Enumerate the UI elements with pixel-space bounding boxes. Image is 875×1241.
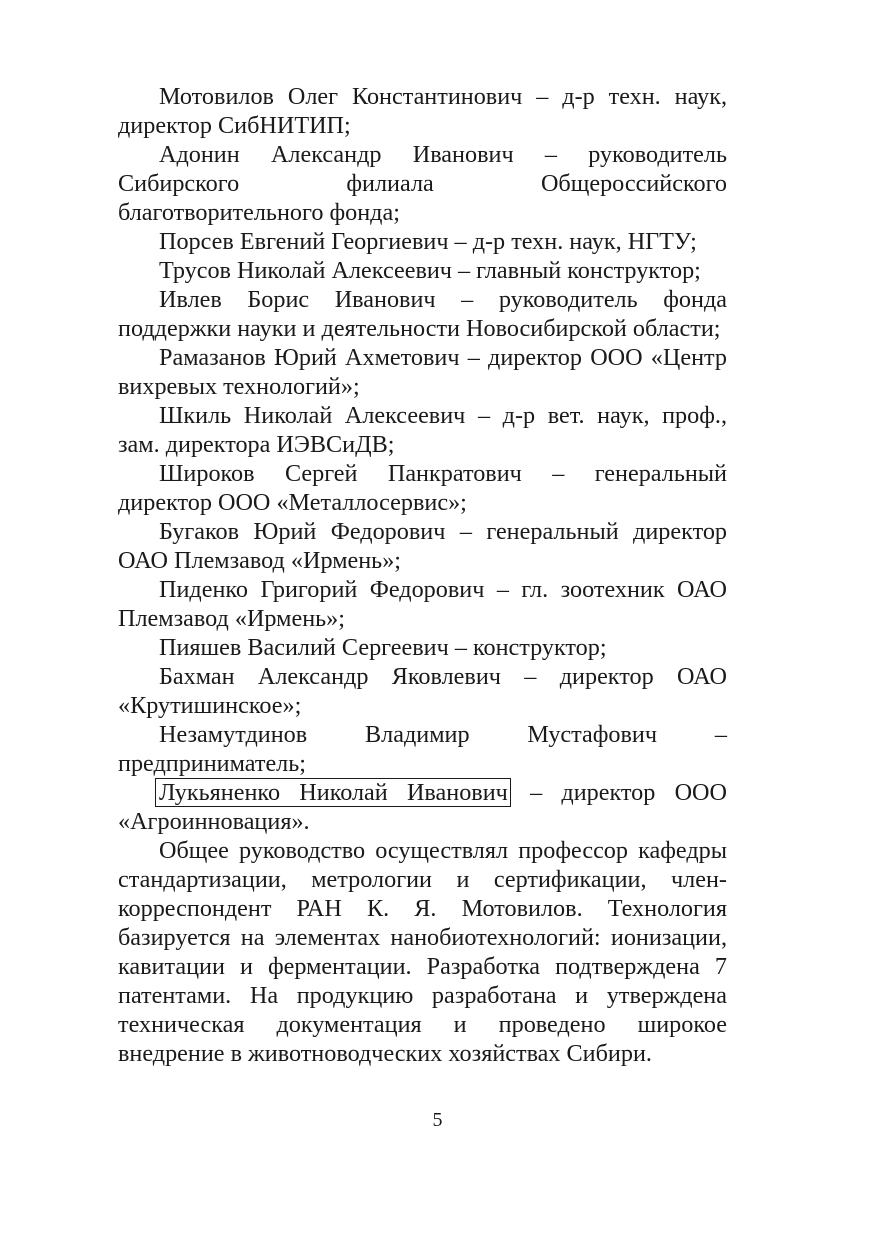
contributor-entry [118,82,727,140]
contributor-role: генеральный директор ОАО Племзавод «Ирмень»; [118,518,728,574]
contributor-role: д-р техн. наук, директор СибНИТИП; [118,83,727,139]
contributor-role: д-р техн. наук, НГТУ; [472,228,697,255]
contributor-entry [118,227,727,256]
contributor-name: Адонин Александр Иванович [159,141,514,168]
contributor-name: Порсев Евгений Георгиевич [159,228,449,255]
contributor-name: Трусов Николай Алексеевич [159,257,452,284]
contributor-role: гл. зоотехник ОАО Племзавод «Ирмень»; [118,576,728,632]
contributor-name: Бугаков Юрий Федорович [159,518,446,545]
contributor-role: предприниматель; [118,750,307,777]
contributor-role: д-р вет. наук, проф., зам. директора ИЭВСиДВ; [118,402,728,458]
separator: – [484,576,522,603]
contributor-name: Рамазанов Юрий Ахметович [159,344,460,371]
contributor-role: директор ООО «Центр вихревых технологий»; [118,344,728,400]
contributor-entry [118,459,727,517]
contributor-name: Шкиль Николай Алексеевич [159,402,466,429]
highlighted-name-box: Лукьяненко Николай Иванович [155,778,511,807]
contributor-name: Пияшев Василий Сергеевич [159,634,449,661]
contributor-entry [118,720,727,778]
contributor-entry-highlighted [118,778,727,836]
separator: – [448,634,473,661]
separator: – [521,460,595,487]
separator: – [657,721,728,748]
contributor-entry [118,343,727,401]
separator: – [448,228,473,255]
contributor-entry [118,256,727,285]
contributor-entry [118,662,727,720]
separator: – [513,141,589,168]
separator: – [465,402,503,429]
summary-paragraph: Общее руководство осуществлял профессор кафедры стандартизации, метрологии и сертификации, член-корреспондент РАН К. Я. Мотовилов. Технология базируется на элементах нанобиотехнологий: ионизации, кавитации и ферментации. Разработка подтверждена 7 патентами. На продукцию разработана и утверждена техническая документация и проведено широкое внедрение в животноводческих хозяйствах Сибири. [118,837,727,1067]
contributor-entry [118,575,727,633]
contributor-name: Бахман Александр Яковлевич [159,663,501,690]
contributor-name: Пиденко Григорий Федорович [159,576,485,603]
separator: – [522,83,563,110]
contributor-entry [118,517,727,575]
separator: – [510,779,562,806]
contributor-role: директор ОАО «Крутишинское»; [118,663,727,719]
contributor-role: конструктор; [472,634,607,661]
contributor-role: руководитель Сибирского филиала Общероссийского благотворительного фонда; [118,141,727,226]
contributor-entry [118,633,727,662]
separator: – [500,663,560,690]
contributor-role: генеральный директор ООО «Металлосервис»; [118,460,727,516]
contributor-entry [118,140,727,227]
contributor-entry [118,401,727,459]
separator: – [459,344,489,371]
contributor-role: руководитель фонда поддержки науки и деятельности Новосибирской области; [118,286,727,342]
separator: – [451,257,477,284]
separator: – [435,286,499,313]
page-number: 5 [432,1109,443,1131]
body-text [118,82,727,1068]
contributor-name: Широков Сергей Панкратович [159,460,522,487]
contributor-role: директор ООО «Агроинновация». [118,779,727,835]
contributor-entry [118,285,727,343]
contributor-role: главный конструктор; [476,257,701,284]
contributor-name: Незамутдинов Владимир Мустафович [159,721,658,748]
contributor-name: Ивлев Борис Иванович [159,286,436,313]
separator: – [445,518,487,545]
contributor-name: Мотовилов Олег Константинович [159,83,523,110]
